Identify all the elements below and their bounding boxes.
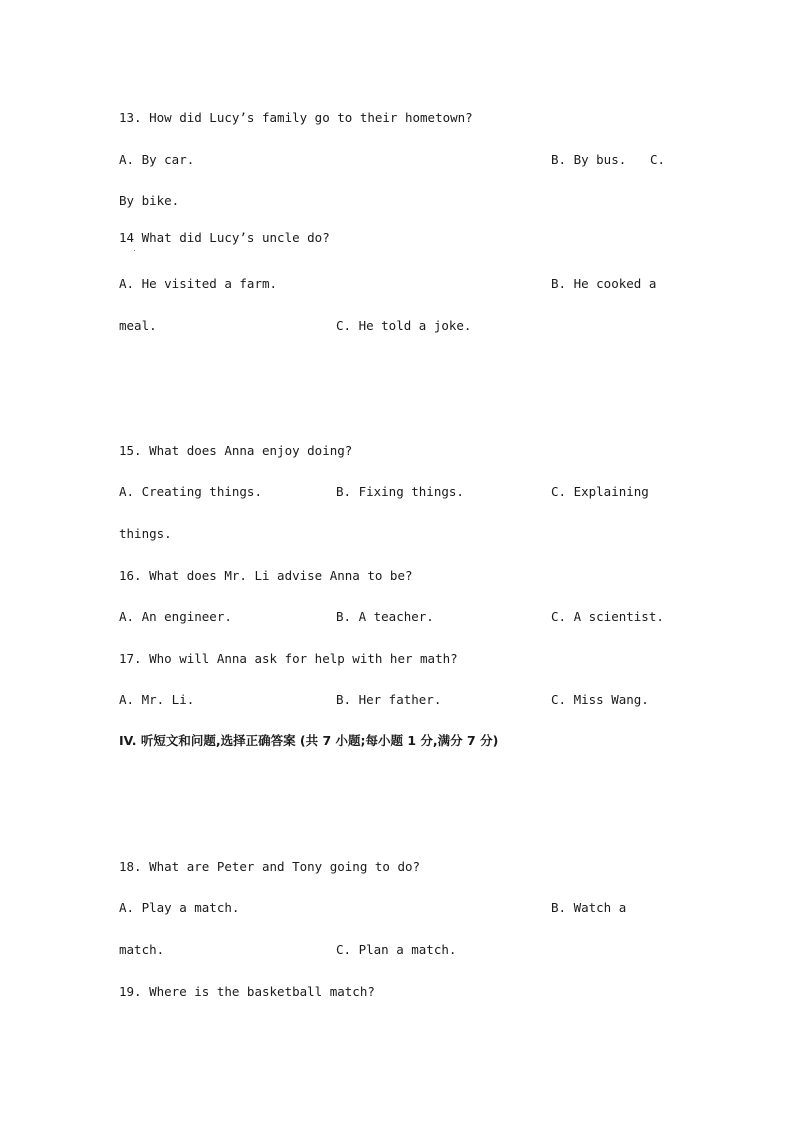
- q16-option-a: A. An engineer.: [119, 609, 232, 624]
- q13-option-c-label: C.: [650, 152, 666, 167]
- question-15: 15. What does Anna enjoy doing?: [119, 443, 353, 458]
- q14-option-b: B. He cooked a: [551, 276, 657, 291]
- question-16: 16. What does Mr. Li advise Anna to be?: [119, 568, 413, 583]
- question-14: 14 What did Lucy’s uncle do?: [119, 230, 330, 245]
- stray-mark: [134, 250, 135, 251]
- question-19: 19. Where is the basketball match?: [119, 984, 375, 999]
- q15-option-c: C. Explaining: [551, 484, 649, 499]
- q13-option-c-text: By bike.: [119, 193, 180, 208]
- q13-option-b: B. By bus.: [551, 152, 627, 167]
- q16-option-b: B. A teacher.: [336, 609, 434, 624]
- q18-option-c: C. Plan a match.: [336, 942, 457, 957]
- q15-option-b: B. Fixing things.: [336, 484, 464, 499]
- q18-option-b: B. Watch a: [551, 900, 627, 915]
- section-iv-heading: IV. 听短文和问题,选择正确答案 (共 7 小题;每小题 1 分,满分 7 分): [119, 733, 499, 748]
- question-13: 13. How did Lucy’s family go to their hometown?: [119, 110, 473, 125]
- question-17: 17. Who will Anna ask for help with her math?: [119, 651, 458, 666]
- q15-option-c-continued: things.: [119, 526, 172, 541]
- q14-option-a: A. He visited a farm.: [119, 276, 278, 291]
- q17-option-b: B. Her father.: [336, 692, 442, 707]
- q17-option-c: C. Miss Wang.: [551, 692, 649, 707]
- q18-option-b-continued: match.: [119, 942, 165, 957]
- q16-option-c: C. A scientist.: [551, 609, 664, 624]
- q14-option-c: C. He told a joke.: [336, 318, 472, 333]
- question-18: 18. What are Peter and Tony going to do?: [119, 859, 421, 874]
- q15-option-a: A. Creating things.: [119, 484, 262, 499]
- q13-option-a: A. By car.: [119, 152, 195, 167]
- q18-option-a: A. Play a match.: [119, 900, 240, 915]
- q14-option-b-continued: meal.: [119, 318, 157, 333]
- q17-option-a: A. Mr. Li.: [119, 692, 195, 707]
